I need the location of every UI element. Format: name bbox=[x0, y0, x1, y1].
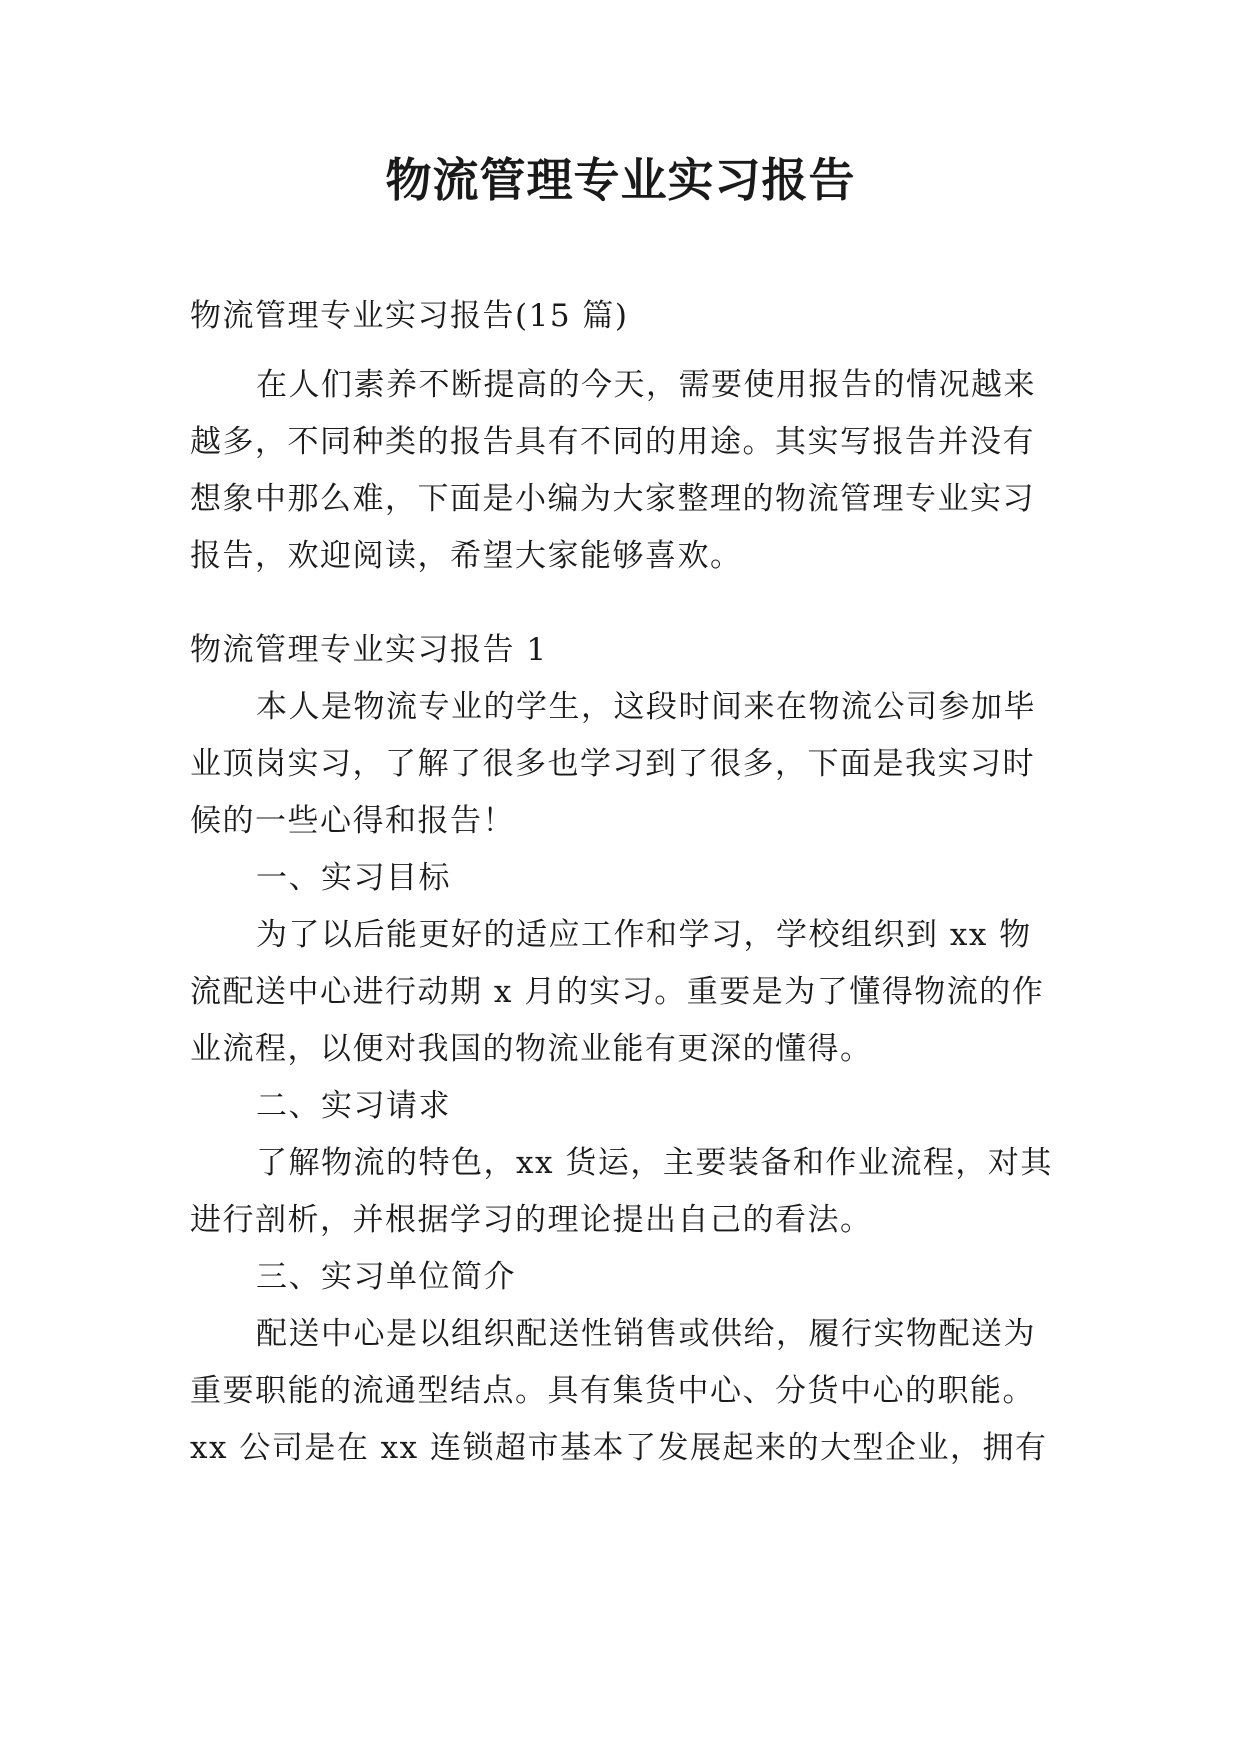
intro-line: 想象中那么难，下面是小编为大家整理的物流管理专业实习 bbox=[190, 481, 1035, 517]
body-line: 业顶岗实习，了解了很多也学习到了很多，下面是我实习时 bbox=[190, 746, 1035, 782]
intro-line: 在人们素养不断提高的今天，需要使用报告的情况越来 bbox=[256, 367, 1036, 403]
body-line: 配送中心是以组织配送性销售或供给，履行实物配送为 bbox=[256, 1316, 1036, 1352]
intro-line: 报告，欢迎阅读，希望大家能够喜欢。 bbox=[190, 538, 743, 574]
body-line: 本人是物流专业的学生，这段时间来在物流公司参加毕 bbox=[256, 689, 1036, 725]
body-line: 业流程，以便对我国的物流业能有更深的懂得。 bbox=[190, 1031, 873, 1067]
section-heading-requirements: 二、实习请求 bbox=[256, 1088, 451, 1124]
document-title: 物流管理专业实习报告 bbox=[385, 153, 856, 207]
body-line: 重要职能的流通型结点。具有集货中心、分货中心的职能。 bbox=[190, 1373, 1035, 1409]
body-line: 了解物流的特色，xx 货运，主要装备和作业流程，对其 bbox=[256, 1145, 1053, 1181]
section-title: 物流管理专业实习报告 1 bbox=[190, 632, 548, 668]
body-line: 进行剖析，并根据学习的理论提出自己的看法。 bbox=[190, 1202, 873, 1238]
section-heading-goal: 一、实习目标 bbox=[256, 860, 451, 896]
document-subtitle: 物流管理专业实习报告(15 篇) bbox=[190, 298, 629, 334]
intro-line: 越多，不同种类的报告具有不同的用途。其实写报告并没有 bbox=[190, 424, 1035, 460]
body-line: 为了以后能更好的适应工作和学习，学校组织到 xx 物 bbox=[256, 917, 1032, 953]
body-line: 流配送中心进行动期 x 月的实习。重要是为了懂得物流的作 bbox=[190, 974, 1045, 1010]
section-heading-company: 三、实习单位简介 bbox=[256, 1259, 516, 1295]
body-line: xx 公司是在 xx 连锁超市基本了发展起来的大型企业，拥有 bbox=[190, 1430, 1048, 1466]
body-line: 候的一些心得和报告！ bbox=[190, 803, 515, 839]
